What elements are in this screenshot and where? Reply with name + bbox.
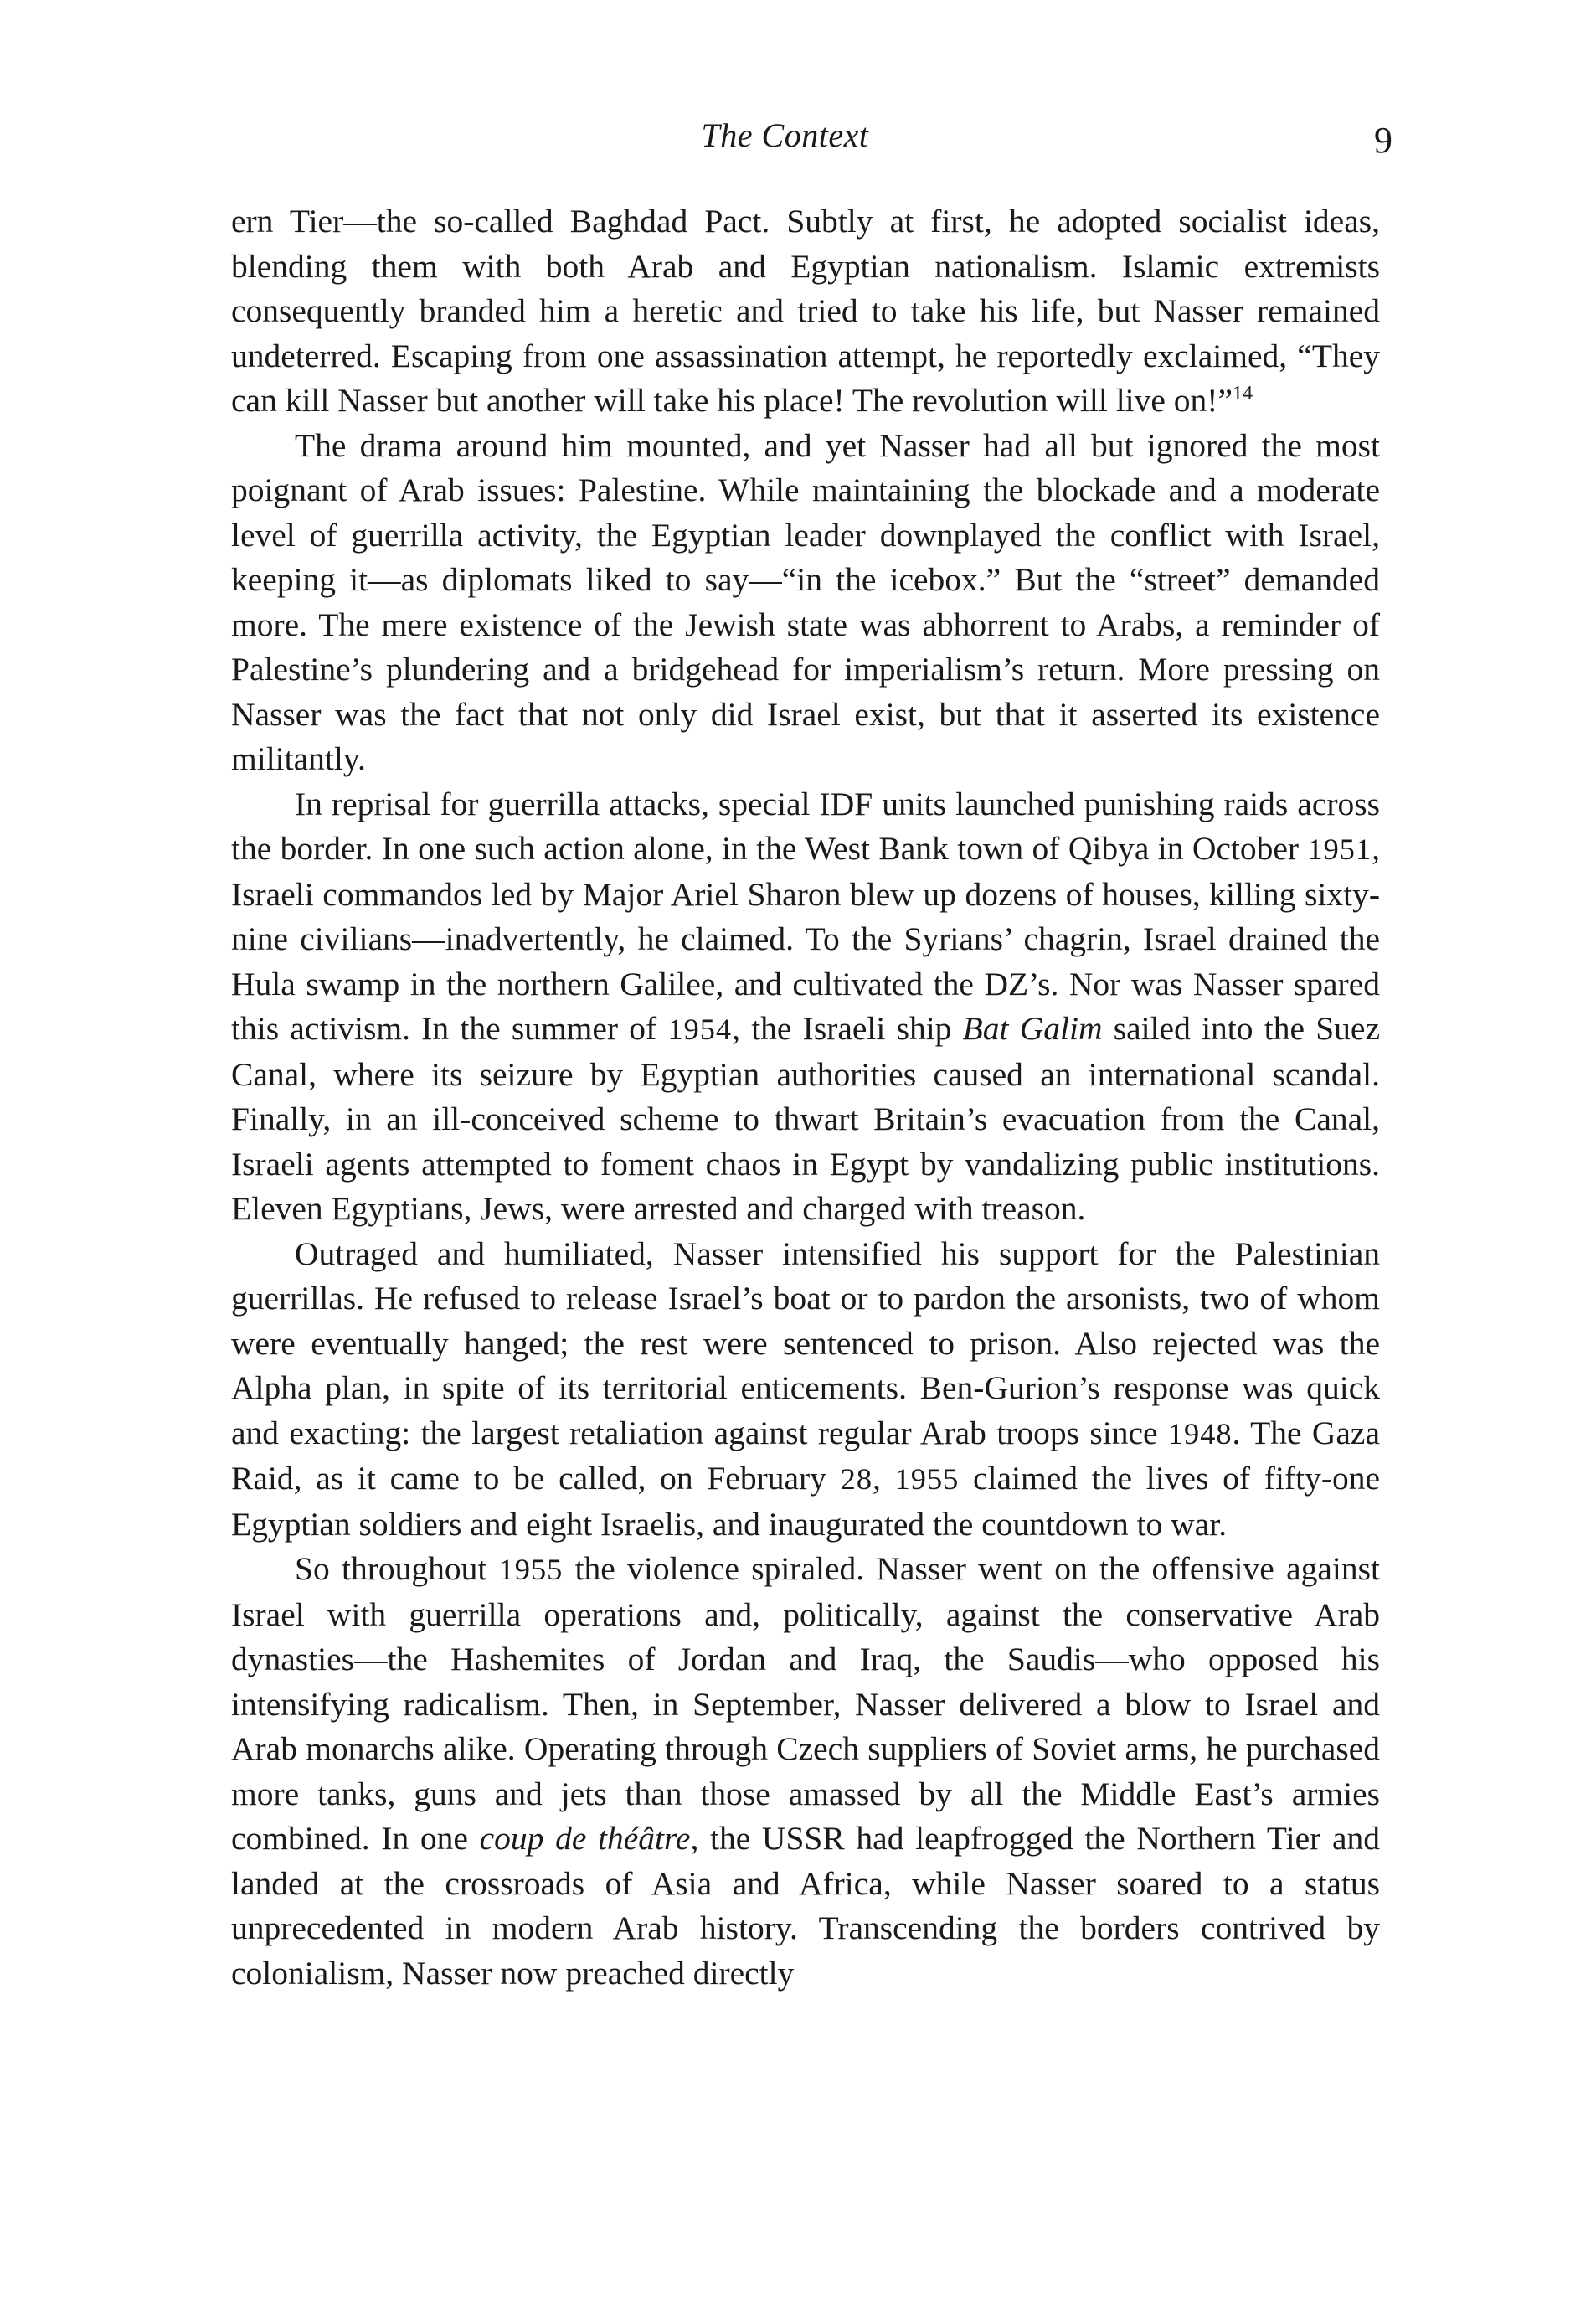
paragraph <box>231 1547 1380 1996</box>
paragraph <box>231 1232 1380 1548</box>
chapter-title: The Context <box>701 116 869 154</box>
paragraph <box>231 424 1380 782</box>
year-number: 1948 <box>1167 1416 1233 1451</box>
date-number: 28 <box>840 1462 873 1496</box>
paragraph-text: Outraged and humiliated, Nasser intensified his support for the Palestinian guerrillas. He refused to release Israel’s boat or to pardon the arsonists, two of whom were eventually hanged; the rest were sentenced to prison. Also rejected was the Alpha plan, in spite of its territorial enticements. Ben-Gurion’s response was quick and exacting: the largest retaliation against regular Arab troops since <box>231 1234 1380 1451</box>
paragraph-text: the violence spiraled. Nasser went on the offensive against Israel with guerrilla operations and, politically, against the conservative Arab dynasties—the Hashemites of Jordan and Iraq, the Saudis—who opposed his intensifying radicalism. Then, in September, Nasser delivered a blow to Israel and Arab monarchs alike. Operating through Czech suppliers of Soviet arms, he purchased more tanks, guns and jets than those amassed by all the Middle East’s armies combined. In one <box>231 1550 1380 1857</box>
ship-name: Bat Galim <box>962 1010 1103 1047</box>
year-number: 1951 <box>1307 832 1372 866</box>
paragraph-text: claimed the lives of fifty-one Egyptian soldiers and eight Israelis, and inaugurated the countdown to war. <box>231 1460 1381 1543</box>
paragraph-text: , the USSR had leapfrogged the Northern Tier and landed at the crossroads of Asia and Africa, while Nasser soared to a status unprecedented in modern Arab history. Transcending the borders contrived by colonialism, Nasser now preached directly <box>231 1820 1381 1992</box>
paragraph <box>231 782 1380 1232</box>
paragraph-text: ern Tier—the so-called Baghdad Pact. Subtly at first, he adopted socialist ideas, blending them with both Arab and Egyptian nationalism. Islamic extremists consequently branded him a heretic and tried to take his life, but Nasser remained undeterred. Escaping from one assassination attempt, he reportedly exclaimed, “They can kill Nasser but another will take his place! The revolution will live on!” <box>231 203 1380 419</box>
paragraph-text: , Israeli commandos led by Major Ariel Sharon blew up dozens of houses, killing sixty-nine civilians—inadvertently, he claimed. To the Syrians’ chagrin, Israel drained the Hula swamp in the northern Galilee, and cultivated the DZ’s. Nor was Nasser spared this activism. In the summer of <box>231 830 1380 1047</box>
paragraph-text: The drama around him mounted, and yet Nasser had all but ignored the most poignant of Arab issues: Palestine. While maintaining the blockade and a moderate level of guerrilla activity, the Egyptian leader downplayed the conflict with Israel, keeping it—as diplomats liked to say—“in the icebox.” But the “street” demanded more. The mere existence of the Jewish state was abhorrent to Arabs, a reminder of Palestine’s plundering and a bridgehead for imperialism’s return. More pressing on Nasser was the fact that not only did Israel exist, but that it asserted its existence militantly. <box>231 426 1380 777</box>
foreign-phrase: coup de théâtre <box>479 1820 691 1857</box>
year-number: 1955 <box>498 1553 564 1586</box>
paragraph-text: In reprisal for guerrilla attacks, special IDF units launched punishing raids across the border. In one such action alone, in the West Bank town of Qibya in October <box>231 785 1380 867</box>
footnote-marker: 14 <box>1233 383 1253 405</box>
year-number: 1955 <box>894 1462 960 1496</box>
paragraph-text: , <box>873 1460 895 1497</box>
body-text <box>231 199 1380 1996</box>
paragraph <box>231 199 1380 424</box>
paragraph-text: . The Gaza Raid, as it came to be called, on February <box>231 1414 1380 1497</box>
page-number: 9 <box>1374 120 1392 161</box>
paragraph-text: sailed into the Suez Canal, where its seizure by Egyptian authorities caused an international scandal. Finally, in an ill-conceived scheme to thwart Britain’s evacuation from the Canal, Israeli agents attempted to foment chaos in Egypt by vandalizing public institutions. Eleven Egyptians, Jews, were arrested and charged with treason. <box>231 1010 1380 1227</box>
paragraph-text: So throughout <box>295 1550 499 1587</box>
year-number: 1954 <box>667 1013 733 1046</box>
running-head <box>0 111 1570 161</box>
paragraph-text: , the Israeli ship <box>732 1010 963 1047</box>
